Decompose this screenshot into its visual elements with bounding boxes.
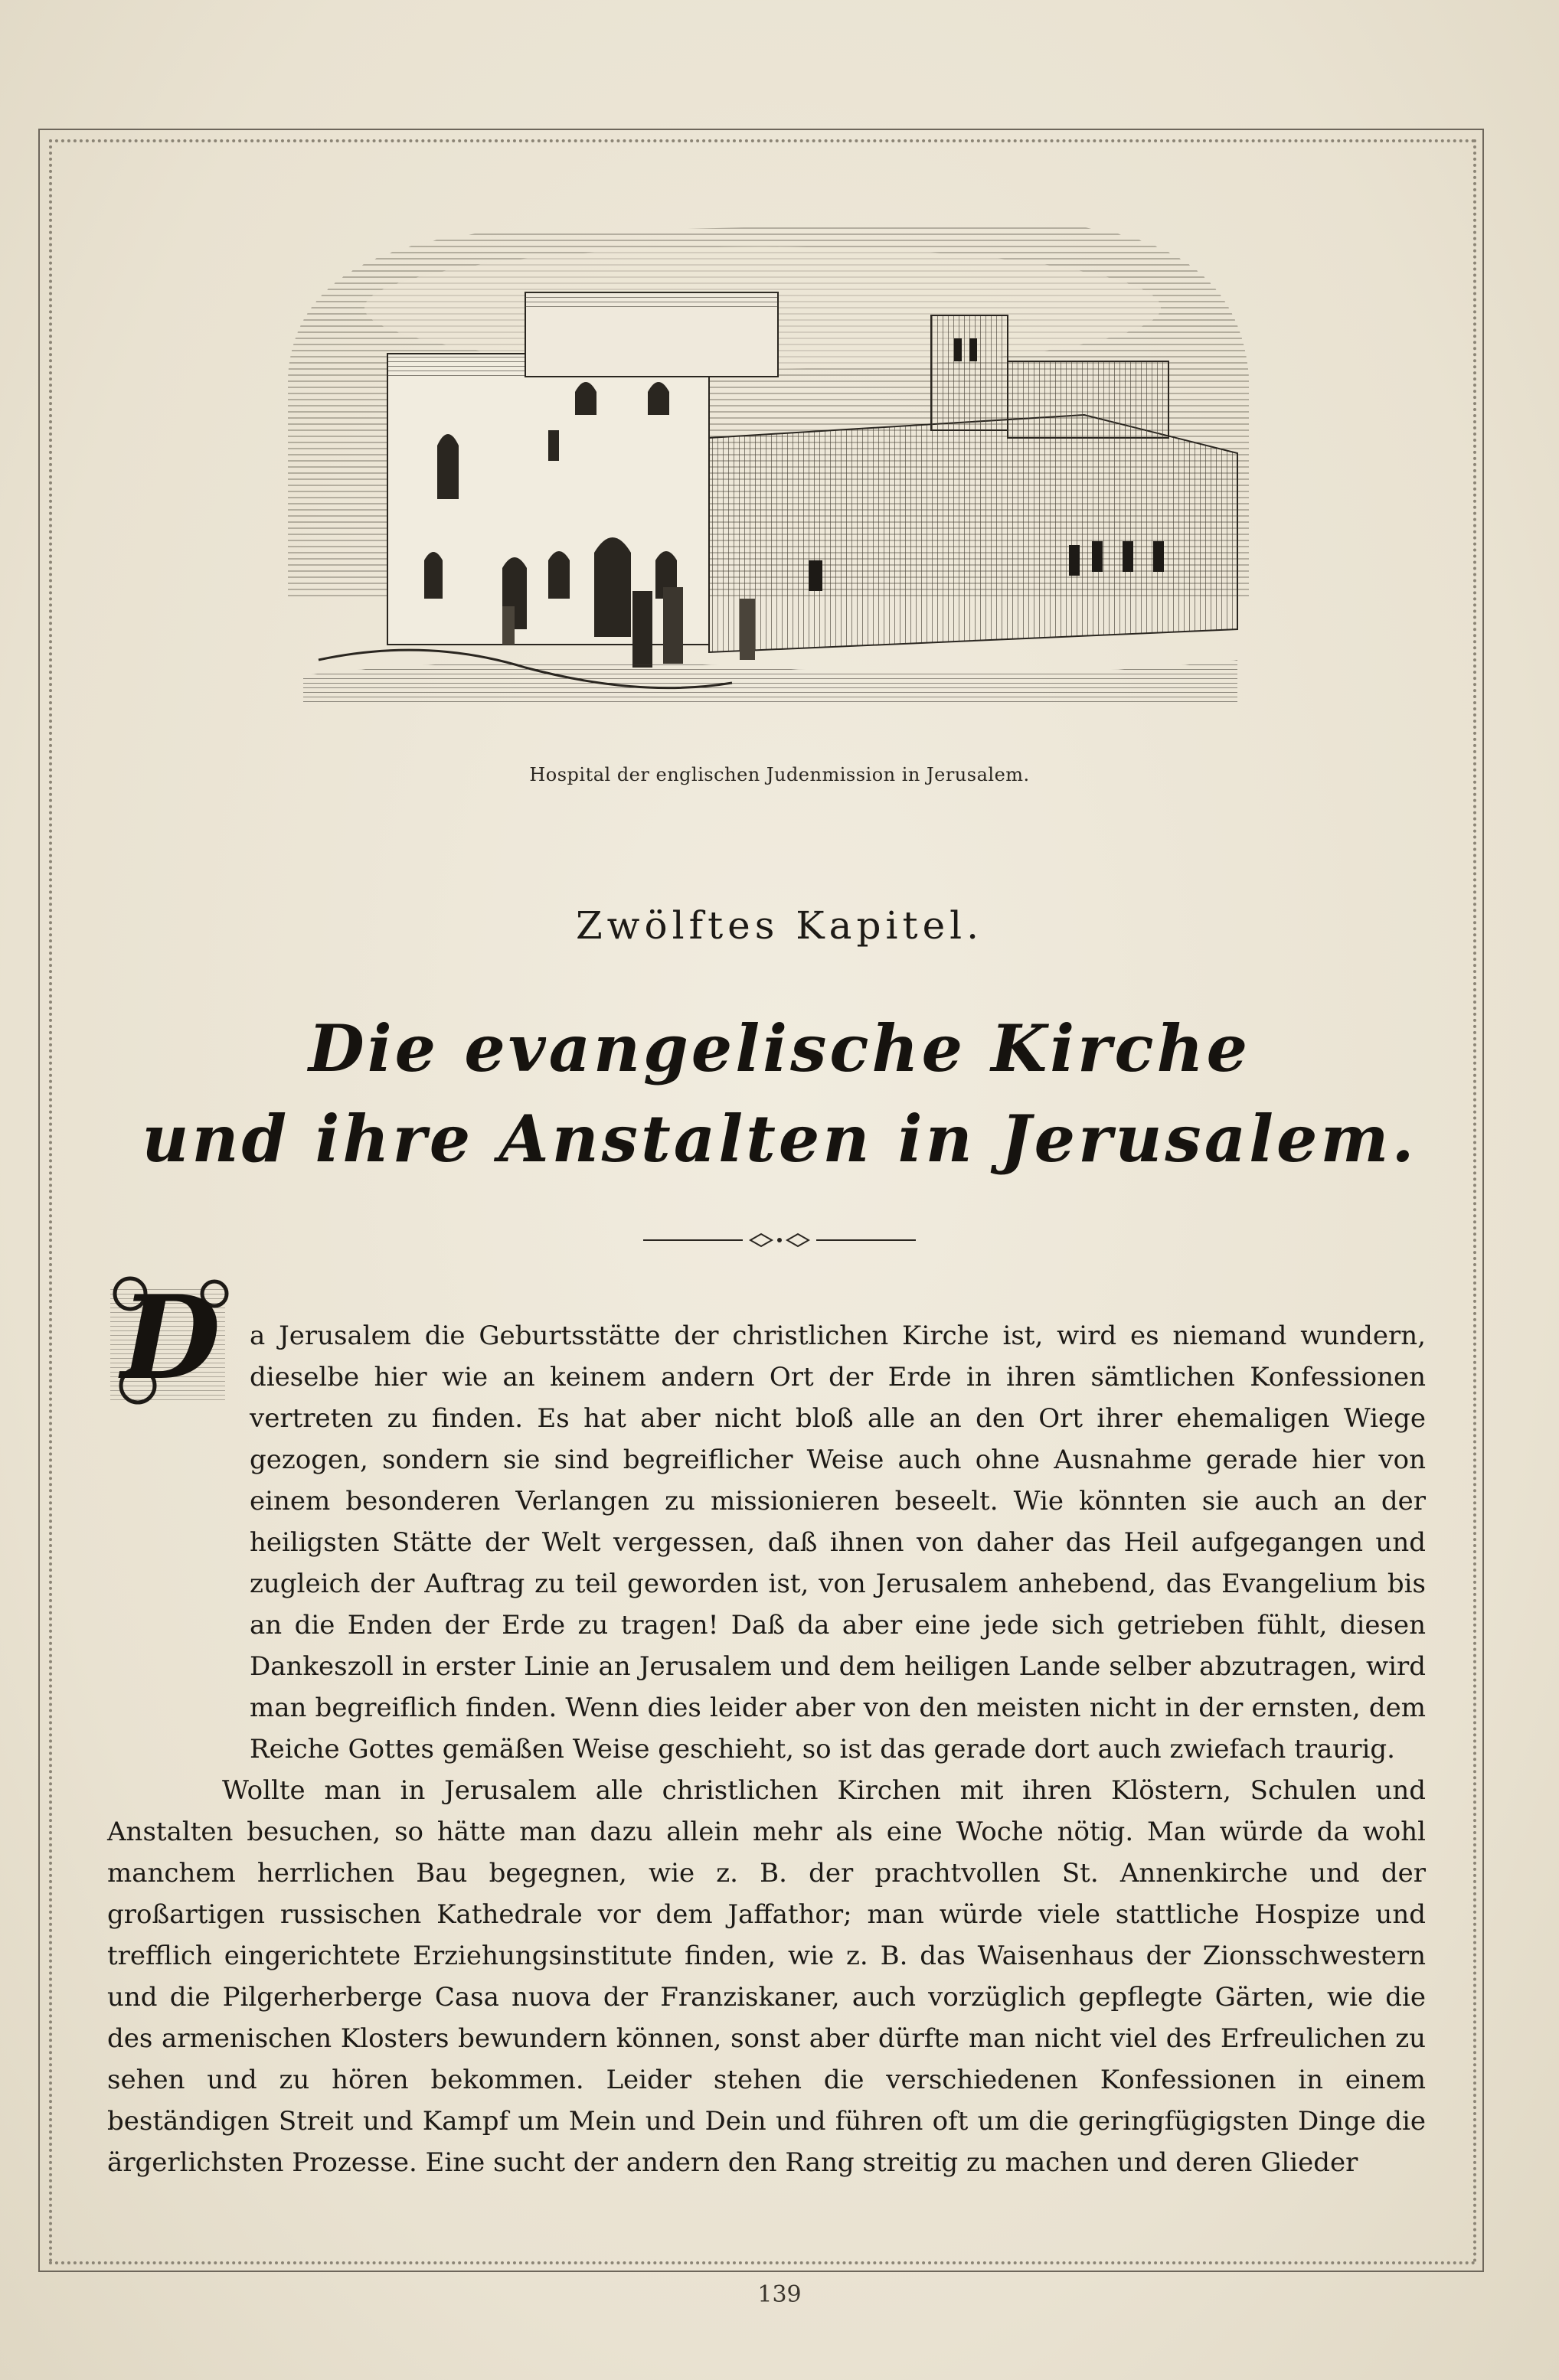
chapter-title-line-1: Die evangelische Kirche: [308, 1010, 1251, 1086]
body-text: [107, 1315, 1426, 2183]
ornamental-divider-icon: [643, 1225, 916, 1255]
dropcap-letter: D: [120, 1271, 221, 1405]
paragraph-2: Wollte man in Jerusalem alle christlichen Kirchen mit ihren Klöstern, Schulen und Anstalten besuchen, so hätte man dazu allein mehr als eine Woche nötig. Man würde da wohl manchem herrlichen Bau begegnen, wie z. B. der prachtvollen St. Annenkirche und der großartigen russischen Kathedrale vor dem Jaffathor; man würde viele stattliche Hospize und trefflich eingerichtete Erziehungsinstitute finden, wie z. B. das Waisenhaus der Zionsschwestern und die Pilgerherberge Casa nuova der Franziskaner, auch vorzüglich gepflegte Gärten, wie die des armenischen Klosters bewundern können, sonst aber dürfte man nicht viel des Erfreulichen zu sehen und zu hören bekommen. Leider stehen die verschiedenen Konfessionen in einem beständigen Streit und Kampf um Mein und Dein und führen oft um die geringfügigsten Dinge die ärgerlichsten Prozesse. Eine sucht der andern den Rang streitig zu machen und deren Glieder: [107, 1775, 1426, 2178]
paragraph-1: a Jerusalem die Geburtsstätte der christlichen Kirche ist, wird es niemand wundern, dieselbe hier wie an keinem andern Ort der Erde in ihren sämtlichen Konfessionen vertreten zu finden. Es hat aber nicht bloß alle an den Ort ihrer ehemaligen Wiege gezogen, sondern sie sind begreiflicher Weise auch ohne Ausnahme gerade hier von einem besonderen Verlangen zu missionieren beseelt. Wie könnten sie auch an der heiligsten Stätte der Welt vergessen, daß ihnen von daher das Heil aufgegangen und zugleich der Auftrag zu teil geworden ist, von Jerusalem anhebend, das Evangelium bis an die Enden der Erde zu tragen! Daß da aber eine jede sich getrieben fühlt, diesen Dankeszoll in erster Linie an Jerusalem und dem heiligen Lande selber abzutragen, wird man begreiflich finden. Wenn dies leider aber von den meisten nicht in der ernsten, dem Reiche Gottes gemäßen Weise geschieht, so ist das gerade dort auch zwiefach traurig.: [250, 1321, 1426, 1765]
page-number: 139: [757, 2281, 802, 2308]
woodcut-building-illustration-icon: [273, 201, 1260, 752]
chapter-label: Zwölftes Kapitel.: [575, 903, 984, 948]
figure-caption: Hospital der englischen Judenmission in Jerusalem.: [529, 764, 1030, 785]
chapter-title-line-2: und ihre Anstalten in Jerusalem.: [142, 1101, 1417, 1177]
